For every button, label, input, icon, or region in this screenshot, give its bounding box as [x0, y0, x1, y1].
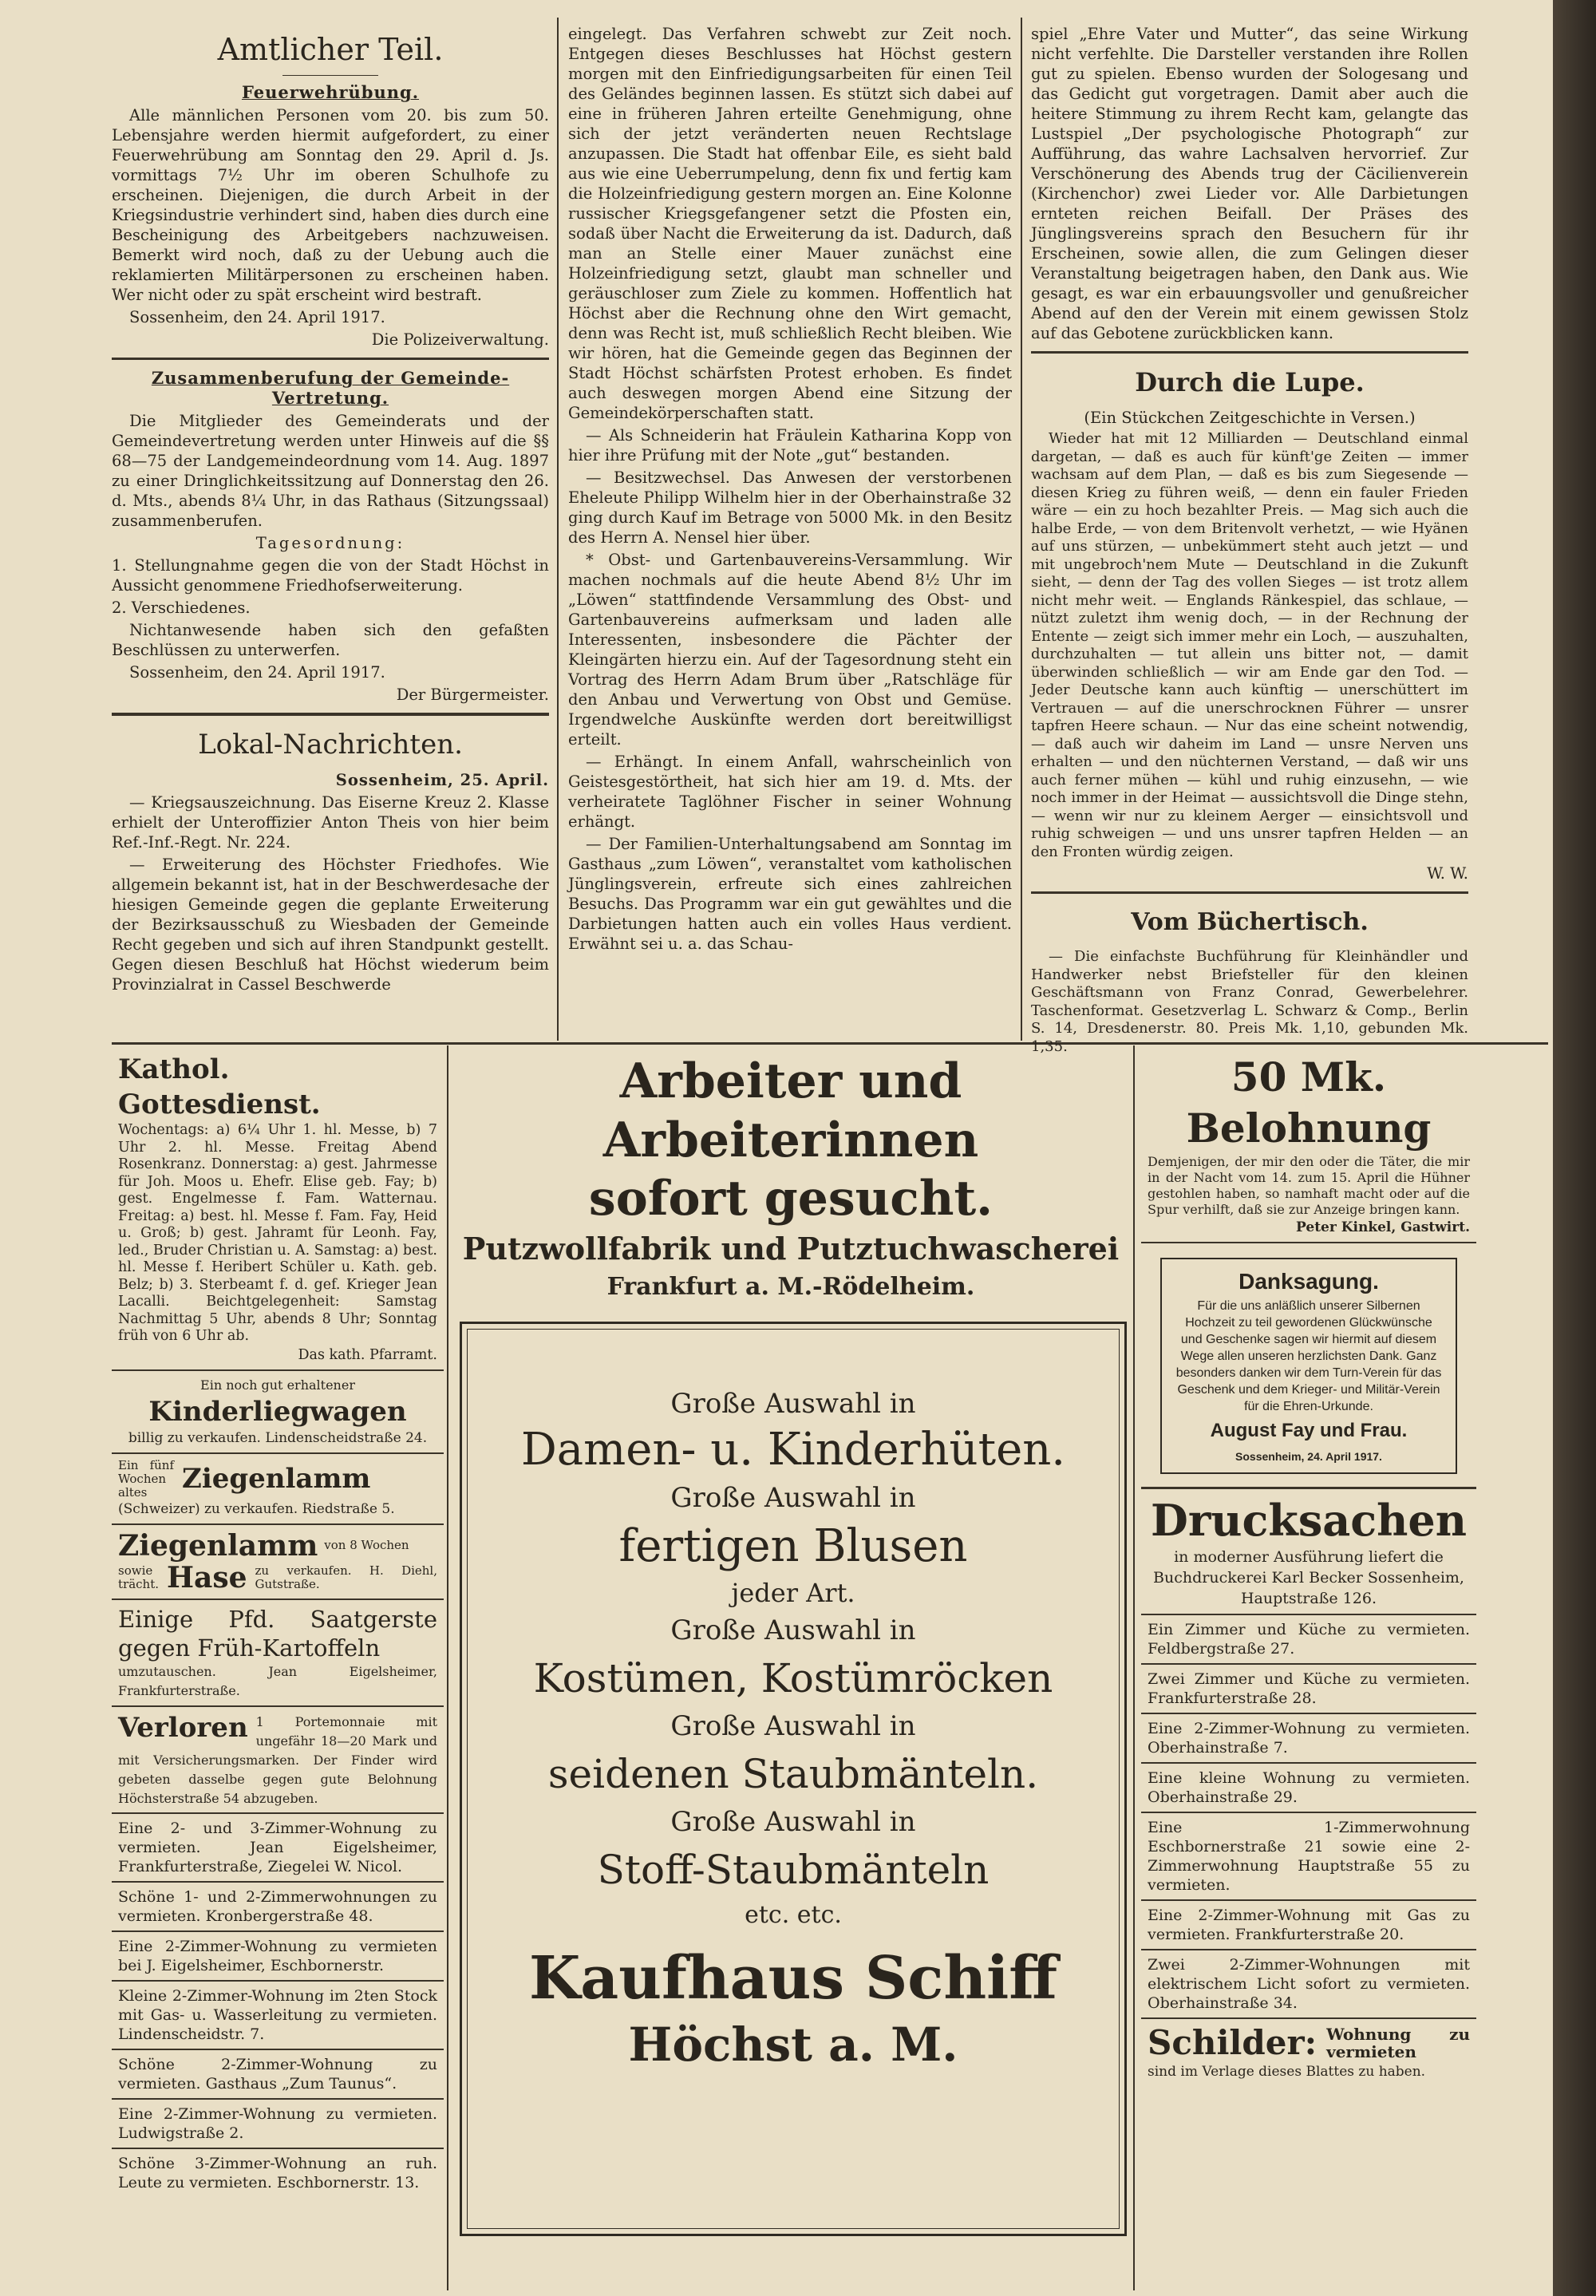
kaufhaus-ad-box	[460, 1322, 1127, 2236]
ad-ziegenlamm-1	[112, 1454, 444, 1525]
ad-wohnung-1: Eine 2- und 3-Zimmer-Wohnung zu vermieten. Jean Eigelsheimer, Frankfurterstraße, Ziegelei W. Nicol.	[112, 1814, 444, 1883]
kaufhaus-line-11: Stoff-Staubmänteln	[597, 1847, 990, 1893]
feuerwehr-sign: Die Polizeiverwaltung.	[371, 330, 549, 349]
lupe-poem: Wieder hat mit 12 Milliarden — Deutschland einmal dargetan, — daß es auch für künft'ge Zeiten — immer wachsam auf dem Plan, — daß es bis zum Siegesende — diesen Krieg zu führen weiß, — denn ein fauler Frieden wäre — ein zu hoch bezahlter Preis. — Mag sich auch die halbe Erde, — von dem Britenvolt verhetzt, — wie Hyänen auf uns stürzen, — unbekümmert steht auch jetzt — und mit ungebroch'nem Mute — Deutschland in die Zukunft sieht, — denn der Tag des vollen Sieges — ist trotz allem nicht mehr weit. — Englands Ränkespiel, das schlaue, — nützt zuletzt ihm wenig doch, — in der Rechnung der Entente — zeigt sich immer mehr ein Loch, — auszuhalten, durchzuhalten — tut allein uns bitter not, — damit überwinden schließlich — wir am Ende gar den Tod. — Jeder Deutsche kann auch künftig — unerschüttert im Vertrauen — auf die unerschrocknen Führer — unsrer tapfren Heere schaun. — Nur das eine scheint notwendig, — daß auch wir daheim im Land — unsre Nerven uns erhalten — und den nüchternen Verstand, — daß wir uns auch ferner mühen — kühl und ruhig einzusehn, — wie noch immer in der Heimat — aussichtsvoll die Dinge stehn, — wenn wir nur zu kleinem Aerger — einsichtsvoll und ruhig schweigen — und uns unsrer tapfren Helden — an den Fronten würdig zeigen.	[1031, 430, 1468, 860]
arbeiter-head2: sofort gesucht.	[588, 1171, 994, 1227]
dank-text: Für die uns anläßlich unserer Silbernen Hochzeit zu teil gewordenen Glückwünsche und Geschenke sagen wir hiermit auf diesem Wege allen unseren herzlichsten Dank. Ganz besonders danken wir dem Turn-Verein für das Geschenk und dem Krieger- und Militär-Verein für die Ehren-Urkunde.	[1175, 1299, 1442, 1413]
ad-rwohnung-4: Eine kleine Wohnung zu vermieten. Oberhainstraße 29.	[1141, 1764, 1476, 1813]
ziege2-text: zu verkaufen. H. Diehl, Gutstraße.	[255, 1563, 437, 1591]
zusammenberufung-date: Sossenheim, den 24. April 1917.	[129, 663, 385, 682]
column-1	[112, 24, 549, 997]
bel-sign: Peter Kinkel, Gastwirt.	[1296, 1219, 1470, 1235]
dank-date: Sossenheim, 24. April 1917.	[1235, 1450, 1382, 1463]
ziege2-row2	[118, 1562, 437, 1594]
buechertisch-text: — Die einfachste Buchführung für Kleinhändler und Handwerker nebst Briefsteller für den kleinen Geschäftsmann von Franz Conrad, Gewerbelehrer. Taschenformat. Gesetzverlag L. Schwarz & Comp., Berlin S. 14, Dresdenerstr. 80. Preis Mk. 1,10, gebunden Mk. 1,35.	[1031, 948, 1468, 1055]
saat-text: umzutauschen. Jean Eigelsheimer, Frankfurterstraße.	[118, 1663, 437, 1698]
ad-ziegenlamm-hase	[112, 1525, 444, 1600]
ad-drucksachen	[1141, 1489, 1476, 1615]
obstbau-text: * Obst- und Gartenbauvereins-Versammlung. Wir machen nochmals auf die heute Abend 8½ Uhr im „Löwen“ stattfindende Versammlung des Obst- und Gartenbauvereins aufmerksam und laden alle Interessenten, insbesondere die Pächter der Kleingärten hierzu ein. Auf der Tagesordnung steht ein Vortrag des Herrn Adam Brum über „Ratschläge für den Anbau und Verwertung von Obst und Gemüse. Irgendwelche Auskünfte werden dort bereitwilligst erteilt.	[568, 551, 1012, 749]
erhaengt-text: — Erhängt. In einem Anfall, wahrscheinlich von Geistesgestörtheit, hat sich hier am 19. d. Mts. der verheiratete Taglöhner Fischer in seiner Wohnung erhängt.	[568, 753, 1012, 831]
ziege2-left	[118, 1564, 159, 1591]
ad-rwohnung-2: Zwei Zimmer und Küche zu vermieten. Frankfurterstraße 28.	[1141, 1665, 1476, 1714]
lupe-subtitle: (Ein Stückchen Zeitgeschichte in Versen.)	[1084, 409, 1416, 427]
kriegsauszeichnung-text: — Kriegsauszeichnung. Das Eiserne Kreuz 2. Klasse erhielt der Unteroffizier Anton Theis von hier beim Ref.-Inf.-Regt. Nr. 224.	[112, 793, 549, 852]
zusammenberufung-title: Zusammenberufung der Gemeinde-Vertretung.	[151, 368, 510, 408]
ziege2-sowie: sowie	[118, 1563, 153, 1578]
kaufhaus-line-7: Kostümen, Kostümröcken	[533, 1655, 1053, 1701]
column-2	[568, 24, 1012, 956]
ad-saatgerste	[112, 1600, 444, 1707]
ziege1-title: Ziegenlamm	[182, 1463, 371, 1495]
ziege2-hase: Hase	[167, 1560, 247, 1595]
kaufhaus-store: Kaufhaus Schiff	[528, 1944, 1058, 2013]
ad-wohnung-2: Schöne 1- und 2-Zimmerwohnungen zu vermieten. Kronbergerstraße 48.	[112, 1883, 444, 1932]
zusammenberufung-sign: Der Bürgermeister.	[396, 686, 549, 704]
column-divider	[1021, 18, 1022, 1041]
ad-danksagung	[1141, 1243, 1476, 1489]
divider	[1031, 351, 1468, 354]
ziege1-pre: Ein fünf Wochen altes	[118, 1457, 174, 1500]
kaufhaus-line-5: jeder Art.	[731, 1578, 855, 1608]
divider	[112, 358, 549, 360]
column-3	[1031, 24, 1468, 1058]
column-divider	[557, 18, 559, 1041]
ziege1-row	[118, 1459, 437, 1500]
lupe-title: Durch die Lupe.	[1135, 367, 1365, 397]
kinder-text: billig zu verkaufen. Lindenscheidstraße 24.	[128, 1429, 428, 1446]
druck-text: in moderner Ausführung liefert die Buchdruckerei Karl Becker Sossenheim, Hauptstraße 126.	[1153, 1548, 1464, 1607]
dank-box	[1160, 1258, 1457, 1474]
ad-wohnung-7: Schöne 3-Zimmer-Wohnung an ruh. Leute zu vermieten. Eschbornerstr. 13.	[118, 2154, 437, 2191]
arbeiter-city: Frankfurt a. M.-Rödelheim.	[606, 1273, 975, 1301]
kinder-pre: Ein noch gut erhaltener	[200, 1377, 355, 1393]
familienabend-text: — Der Familien-Unterhaltungsabend am Sonntag im Gasthaus „zum Löwen“, veranstaltet vom katholischen Jünglingsverein, erfreute sich eines zahlreichen Besuchs. Das Programm war ein gut gewähltes und die Darbietungen hatten auch ein volles Haus verdient. Erwähnt sei u. a. das Schau-	[568, 835, 1012, 953]
kaufhaus-line-10: Große Auswahl in	[670, 1806, 916, 1838]
bel-text: Demjenigen, der mir den oder die Täter, die mir in der Nacht vom 14. zum 15. April die Hühner gestohlen haben, so namhaft macht oder auf die Spur verhilft, daß sie zur Anzeige bringen kann.	[1148, 1154, 1470, 1217]
kath-sign: Das kath. Pfarramt.	[298, 1346, 437, 1363]
ad-wohnung-3: Eine 2-Zimmer-Wohnung zu vermieten bei J. Eigelsheimer, Eschbornerstr.	[112, 1932, 444, 1982]
verl-title: Verloren	[118, 1711, 248, 1744]
zusammenberufung-text: Die Mitglieder des Gemeinderats und der Gemeindevertretung werden unter Hinweis auf die §§ 68—75 der Landgemeindeordnung vom 14. Aug. 1897 zu einer Dringlichkeitssitzung auf Donnerstag den 26. d. Mts., abends 8¼ Uhr, in das Rathaus (Sitzungssaal) zusammenberufen.	[112, 412, 549, 530]
dank-title: Danksagung.	[1238, 1269, 1379, 1294]
kaufhaus-line-9: seidenen Staubmänteln.	[547, 1751, 1039, 1797]
kaufhaus-city: Höchst a. M.	[628, 2017, 958, 2072]
ad-rwohnung-1: Ein Zimmer und Küche zu vermieten. Feldbergstraße 27.	[1141, 1615, 1476, 1665]
amtlicher-title: Amtlicher Teil.	[217, 32, 444, 67]
ad-rwohnung-7: Zwei 2-Zimmer-Wohnungen mit elektrischem Licht sofort zu vermieten. Oberhainstraße 34.	[1141, 1950, 1476, 2019]
friedhof-text: — Erweiterung des Höchster Friedhofes. Wie allgemein bekannt ist, hat in der Beschwerdesache der hiesigen Gemeinde gegen die geplante Erweiterung der Bezirksausschuß zu Wiesbaden der Gemeinde Recht gegeben und sich auf ihren Standpunkt gestellt. Gegen diesen Beschluß hat Höchst wiederum beim Provinzialrat in Cassel Beschwerde	[112, 856, 549, 994]
agenda-head: Tagesordnung:	[255, 534, 405, 552]
ziege1-text: (Schweizer) zu verkaufen. Riedstraße 5.	[118, 1500, 395, 1517]
kaufhaus-line-8: Große Auswahl in	[670, 1710, 916, 1742]
ziege2-traecht: trächt.	[118, 1576, 159, 1591]
agenda-item-1: 1. Stellungnahme gegen die von der Stadt Höchst in Aussicht genommene Friedhofserweiterung.	[112, 556, 549, 595]
ad-wohnung-6: Eine 2-Zimmer-Wohnung zu vermieten. Ludwigstraße 2.	[112, 2100, 444, 2149]
schild-text: sind im Verlage dieses Blattes zu haben.	[1148, 2064, 1426, 2080]
ad-divider	[447, 1045, 448, 2290]
feuerwehr-title: Feuerwehrübung.	[241, 82, 420, 102]
familienabend-continued: spiel „Ehre Vater und Mutter“, das seine Wirkung nicht verfehlte. Die Darsteller verstanden ihre Rollen gut zu spielen. Ebenso wurden der Sologesang und das Gedicht gut vorgetragen. Damit aber auch die heitere Stimmung zu ihrem Recht kam, gelangte das Lustspiel „Der psychologische Photograph“ zur Aufführung, das wahre Lachsalven hervorrief. Zur Verschönerung des Abends trug der Cäcilienverein (Kirchenchor) zwei Lieder vor. Alle Darbietungen ernteten reichen Beifall. Der Präses des Jünglingsvereins sprach den Besuchern für ihr Erscheinen, sowie allen, die zum Gelingen dieser Veranstaltung beigetragen haben, den Dank aus. Wie gesagt, es war ein erbauungsvoller und genußreicher Abend auf den der Verein mit einem gewissen Stolz auf das Gebotene zurückblicken kann.	[1031, 25, 1468, 342]
kath-text: Wochentags: a) 6¼ Uhr 1. hl. Messe, b) 7 Uhr 2. hl. Messe. Freitag Abend Rosenkranz. Donnerstag: a) gest. Jahrmesse für Joh. Moos u. Ehefr. Elise geb. Fay; b) gest. Engelmesse f. Fam. Watternau. Freitag: a) best. hl. Messe f. Fam. Fay, Heid u. Groß; b) gest. Jahramt für Leonh. Fay, led., Bruder Christian u. A. Samstag: a) best. hl. Messe f. Heribert Schüler u. Kath. geb. Belz; b) 3. Sterbeamt f. d. gef. Krieger Jean Lacalli. Beichtgelegenheit: Samstag Nachmittag 5 Uhr, abends 8 Uhr; Sonntag früh von 6 Uhr ab.	[118, 1122, 437, 1344]
divider	[112, 713, 549, 716]
schneiderin-text: — Als Schneiderin hat Fräulein Katharina Kopp von hier ihre Prüfung mit der Note „gut“ bestanden.	[568, 426, 1012, 464]
buechertisch-title: Vom Büchertisch.	[1131, 908, 1369, 936]
center-ad-top	[452, 1052, 1130, 1304]
kaufhaus-line-6: Große Auswahl in	[670, 1614, 916, 1646]
right-ads	[1141, 1050, 1476, 2086]
friedhof-continued: eingelegt. Das Verfahren schwebt zur Zeit noch. Entgegen dieses Beschlusses hat Höchst gestern morgen mit den Einfriedigungsarbeiten für einen Teil des Geländes beginnen lassen. Es stützt sich dabei auf eine in früheren Jahren erteilte Genehmigung, ohne sich der jetzt veränderten neuen Rechtslage anzupassen. Die Stadt hat offenbar Eile, es sieht bald aus wie eine Ueberrumpelung, denn fix und fertig kam die Holzeinfriedigung gestern morgen an. Eine Kolonne russischer Kriegsgefangener setzt die Pfosten ein, sodaß über Nacht die Erweiterung da ist. Dadurch, daß man an Stelle einer Mauer zunächst eine Holzeinfriedigung setzt, glaubt man schneller und geräuschloser zum Ziele zu kommen. Hoffentlich hat Höchst aber die Rechnung ohne den Wirt gemacht, denn was Recht ist, muß schließlich Recht bleiben. Wie wir hören, hat die Gemeinde gegen das Beginnen der Stadt Höchst schärfsten Protest erhoben. Es findet auch deswegen morgen Abend eine Sitzung der Gemeindekörperschaften statt.	[568, 25, 1012, 422]
ad-belohnung	[1141, 1050, 1476, 1243]
ad-wohnung-5: Schöne 2-Zimmer-Wohnung zu vermieten. Gasthaus „Zum Taunus“.	[112, 2050, 444, 2100]
ad-schilder	[1141, 2019, 1476, 2086]
ad-kath-gottesdienst	[112, 1050, 444, 1371]
schild-sub: Wohnung zu vermieten	[1326, 2025, 1470, 2061]
kaufhaus-inner	[467, 1329, 1120, 2229]
kaufhaus-line-12: etc. etc.	[745, 1901, 842, 1929]
schild-row	[1148, 2024, 1470, 2062]
left-ads	[112, 1050, 444, 2197]
ad-kinderliegwagen	[112, 1371, 444, 1454]
ziege2-mid: von 8 Wochen	[324, 1538, 409, 1552]
kaufhaus-line-4: fertigen Blusen	[618, 1520, 968, 1572]
page-edge	[1553, 0, 1596, 2296]
besitzwechsel-text: — Besitzwechsel. Das Anwesen der verstorbenen Eheleute Philipp Wilhelm hier in der Oberhainstraße 32 ging durch Kauf im Betrage von 5000 Mk. in den Besitz des Herrn A. Nensel hier über.	[568, 468, 1012, 547]
lokal-title: Lokal-Nachrichten.	[198, 729, 463, 761]
kaufhaus-line-3: Große Auswahl in	[670, 1482, 916, 1514]
saat-title: Einige Pfd. Saatgerste gegen Früh-Kartoffeln	[118, 1605, 437, 1662]
divider	[1031, 891, 1468, 894]
zusammenberufung-note: Nichtanwesende haben sich den gefaßten Beschlüssen zu unterwerfen.	[112, 621, 549, 659]
ziege2-title: Ziegenlamm	[118, 1528, 318, 1563]
dank-sign: August Fay und Frau.	[1210, 1420, 1408, 1441]
kath-title: Kathol. Gottesdienst.	[118, 1053, 321, 1120]
ad-rwohnung-3: Eine 2-Zimmer-Wohnung zu vermieten. Oberhainstraße 7.	[1141, 1714, 1476, 1764]
verl-text: 1 Portemonnaie mit ungefähr 18—20 Mark und mit Versicherungsmarken. Der Finder wird gebeten dasselbe gegen gute Belohnung Höchsterstraße 54 abzugeben.	[118, 1713, 437, 1806]
arbeiter-firm: Putzwollfabrik und Putztuchwascherei	[462, 1231, 1120, 1267]
ad-wohnung-4: Kleine 2-Zimmer-Wohnung im 2ten Stock mit Gas- u. Wasserleitung zu vermieten. Lindenscheidstr. 7.	[112, 1982, 444, 2050]
lokal-dateline: Sossenheim, 25. April.	[335, 771, 549, 789]
ziege2-row	[118, 1530, 437, 1562]
ad-verloren	[112, 1707, 444, 1814]
ad-rwohnung-5: Eine 1-Zimmerwohnung Eschbornerstraße 21 sowie eine 2-Zimmerwohnung Hauptstraße 55 zu vermieten.	[1141, 1813, 1476, 1901]
kaufhaus-line-1: Große Auswahl in	[670, 1388, 916, 1420]
feuerwehr-text: Alle männlichen Personen vom 20. bis zum 50. Lebensjahre werden hiermit aufgefordert, zu einer Feuerwehrübung am Sonntag den 29. April d. Js. vormittags 7½ Uhr im oberen Schulhofe zu erscheinen. Diejenigen, die durch Arbeit in der Kriegsindustrie verhindert sind, haben dies durch eine Bescheinigung des Arbeitgebers nachzuweisen. Bemerkt wird noch, daß zu der Uebung auch die reklamierten Militärpersonen zu erscheinen haben. Wer nicht oder zu spät erscheint wird bestraft.	[112, 106, 549, 304]
ad-divider	[1133, 1045, 1135, 2290]
bel-title: 50 Mk. Belohnung	[1186, 1053, 1432, 1152]
kinder-title: Kinderliegwagen	[148, 1395, 407, 1428]
divider	[282, 75, 378, 76]
druck-title: Drucksachen	[1151, 1495, 1467, 1546]
kaufhaus-line-2: Damen- u. Kinderhüten.	[520, 1424, 1066, 1476]
feuerwehr-date: Sossenheim, den 24. April 1917.	[129, 308, 385, 326]
arbeiter-head1: Arbeiter und Arbeiterinnen	[602, 1053, 979, 1168]
lupe-sign: W. W.	[1427, 864, 1468, 883]
schild-title: Schilder:	[1148, 2023, 1317, 2062]
agenda-item-2: 2. Verschiedenes.	[112, 599, 251, 617]
ad-rwohnung-6: Eine 2-Zimmer-Wohnung mit Gas zu vermieten. Frankfurterstraße 20.	[1141, 1901, 1476, 1950]
